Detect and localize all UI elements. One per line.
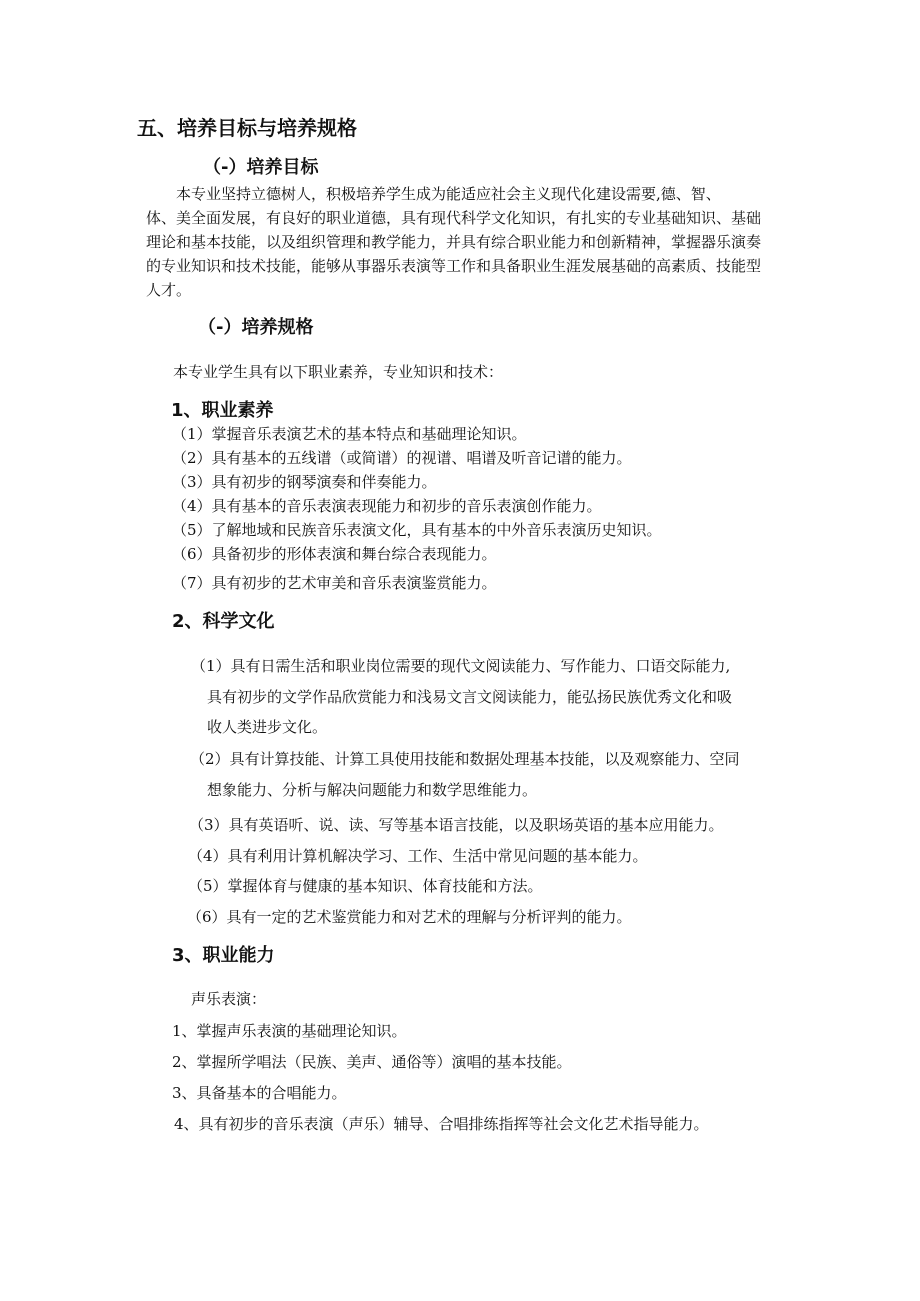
paragraph-line: 理论和基本技能，以及组织管理和教学能力，并具有综合职业能力和创新精神，掌握器乐演奏 xyxy=(146,233,762,251)
list-item: 2、掌握所学唱法（民族、美声、通俗等）演唱的基本技能。 xyxy=(172,1053,572,1071)
professional-quality-heading: 1、职业素养 xyxy=(171,400,274,421)
list-item: （6）具有一定的艺术鉴赏能力和对艺术的理解与分析评判的能力。 xyxy=(187,908,632,926)
list-item-continuation: 具有初步的文学作品欣赏能力和浅易文言文阅读能力，能弘扬民族优秀文化和吸 xyxy=(207,688,733,706)
spec-intro: 本专业学生具有以下职业素养，专业知识和技术： xyxy=(173,363,504,381)
list-item: 3、具备基本的合唱能力。 xyxy=(172,1084,347,1102)
list-item: （2）具有计算技能、计算工具使用技能和数据处理基本技能，以及观察能力、空同 xyxy=(190,750,740,768)
section-title: 五、培养目标与培养规格 xyxy=(137,116,357,140)
spec-heading: （-）培养规格 xyxy=(198,317,314,338)
paragraph-line: 本专业坚持立德树人，积极培养学生成为能适应社会主义现代化建设需要,德、智、 xyxy=(176,185,721,203)
list-item: （2）具有基本的五线谱（或简谱）的视谱、唱谱及听音记谱的能力。 xyxy=(172,449,632,467)
science-culture-heading: 2、科学文化 xyxy=(172,611,275,632)
list-item-continuation: 收人类进步文化。 xyxy=(207,718,328,736)
list-item: （4）具有基本的音乐表演表现能力和初步的音乐表演创作能力。 xyxy=(172,497,602,515)
professional-ability-subtitle: 声乐表演： xyxy=(191,990,267,1008)
goal-heading: （-）培养目标 xyxy=(203,157,319,178)
list-item-continuation: 想象能力、分析与解决问题能力和数学思维能力。 xyxy=(207,781,538,799)
list-item: （3）具有英语听、说、读、写等基本语言技能，以及职场英语的基本应用能力。 xyxy=(189,816,724,834)
paragraph-line: 的专业知识和技术技能，能够从事器乐表演等工作和具备职业生涯发展基础的高素质、技能型 xyxy=(146,257,762,275)
list-item: 1、掌握声乐表演的基础理论知识。 xyxy=(172,1022,407,1040)
paragraph-line: 体、美全面发展，有良好的职业道德，具有现代科学文化知识，有扎实的专业基础知识、基础 xyxy=(146,209,762,227)
professional-ability-heading: 3、职业能力 xyxy=(172,945,275,966)
list-item: （5）掌握体育与健康的基本知识、体育技能和方法。 xyxy=(188,877,543,895)
list-item: （3）具有初步的钢琴演奏和伴奏能力。 xyxy=(172,473,437,491)
list-item: （5）了解地域和民族音乐表演文化，具有基本的中外音乐表演历史知识。 xyxy=(172,521,662,539)
list-item: （7）具有初步的艺术审美和音乐表演鉴赏能力。 xyxy=(172,574,497,592)
paragraph-line: 人才。 xyxy=(146,281,192,299)
list-item: （1）掌握音乐表演艺术的基本特点和基础理论知识。 xyxy=(172,425,527,443)
list-item: （4）具有利用计算机解决学习、工作、生活中常见问题的基本能力。 xyxy=(188,847,648,865)
list-item: （6）具备初步的形体表演和舞台综合表现能力。 xyxy=(172,545,497,563)
list-item: （1）具有日需生活和职业岗位需要的现代文阅读能力、写作能力、口语交际能力, xyxy=(191,657,731,675)
list-item: 4、具有初步的音乐表演（声乐）辅导、合唱排练指挥等社会文化艺术指导能力。 xyxy=(174,1115,709,1133)
